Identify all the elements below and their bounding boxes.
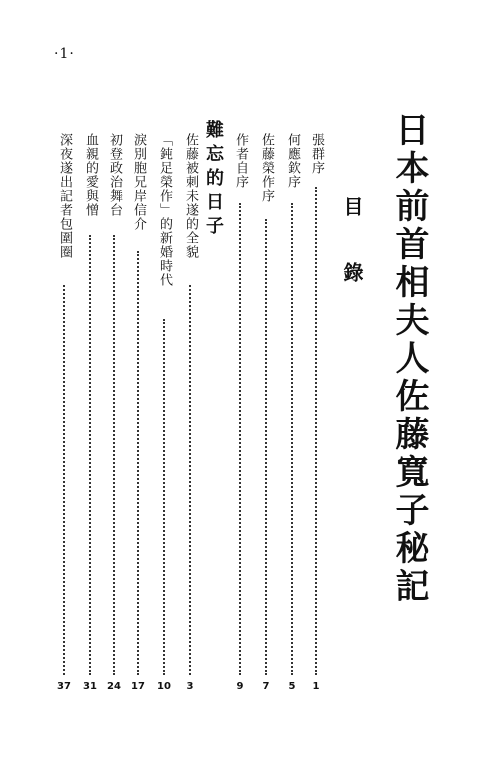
dot-leader [137, 251, 139, 675]
book-title: 日本前首相夫人佐藤寬子秘記 [389, 112, 429, 606]
toc-entry-page: 5 [288, 681, 296, 692]
toc-entry-chapter-2[interactable] [156, 133, 172, 693]
toc-entry-chapter-6[interactable] [56, 133, 72, 693]
toc-entry-he-yingqin-preface[interactable] [284, 133, 300, 693]
toc-entry-chapter-4[interactable] [106, 133, 122, 693]
toc-entry-title: 何應欽序 [285, 133, 300, 189]
toc-entry-title: 佐藤榮作序 [259, 133, 274, 203]
section-title: 難忘的日子 [203, 120, 224, 240]
dot-leader [63, 285, 65, 675]
toc-entry-chapter-1[interactable] [182, 133, 198, 693]
toc-heading: 目錄 [340, 196, 364, 328]
toc-entry-title: 初登政治舞台 [107, 133, 122, 217]
toc-entry-title: 深夜遂出記者包圍圈 [57, 133, 72, 259]
toc-entry-chapter-3[interactable] [130, 133, 146, 693]
dot-leader [113, 235, 115, 675]
page-number: ·1· [54, 46, 75, 62]
toc-entry-author-preface[interactable] [232, 133, 248, 693]
dot-leader [239, 203, 241, 675]
toc-entry-page: 9 [236, 681, 244, 692]
toc-entry-title: 作者自序 [233, 133, 248, 189]
toc-entry-page: 24 [107, 681, 121, 692]
dot-leader [291, 203, 293, 675]
toc-entry-page: 1 [312, 681, 320, 692]
toc-entry-chapter-5[interactable] [82, 133, 98, 693]
toc-entry-page: 7 [262, 681, 270, 692]
dot-leader [189, 285, 191, 675]
toc-entry-title: 血親的愛與憎 [83, 133, 98, 217]
toc-entry-page: 10 [157, 681, 171, 692]
dot-leader [265, 219, 267, 675]
dot-leader [315, 187, 317, 675]
dot-leader [89, 235, 91, 675]
toc-entry-page: 31 [83, 681, 97, 692]
toc-entry-page: 3 [186, 681, 194, 692]
toc-entry-title: 「鈍足榮作」的新婚時代 [157, 133, 172, 287]
toc-entry-zhang-qun-preface[interactable] [308, 133, 324, 693]
toc-entry-page: 37 [57, 681, 71, 692]
dot-leader [163, 319, 165, 675]
toc-entry-title: 佐藤被刺未遂的全貌 [183, 133, 198, 259]
toc-entry-title: 張群序 [309, 133, 324, 175]
toc-entry-page: 17 [131, 681, 145, 692]
toc-entry-title: 淚別胞兄岸信介 [131, 133, 146, 231]
toc-entry-sato-eisaku-preface[interactable] [258, 133, 274, 693]
